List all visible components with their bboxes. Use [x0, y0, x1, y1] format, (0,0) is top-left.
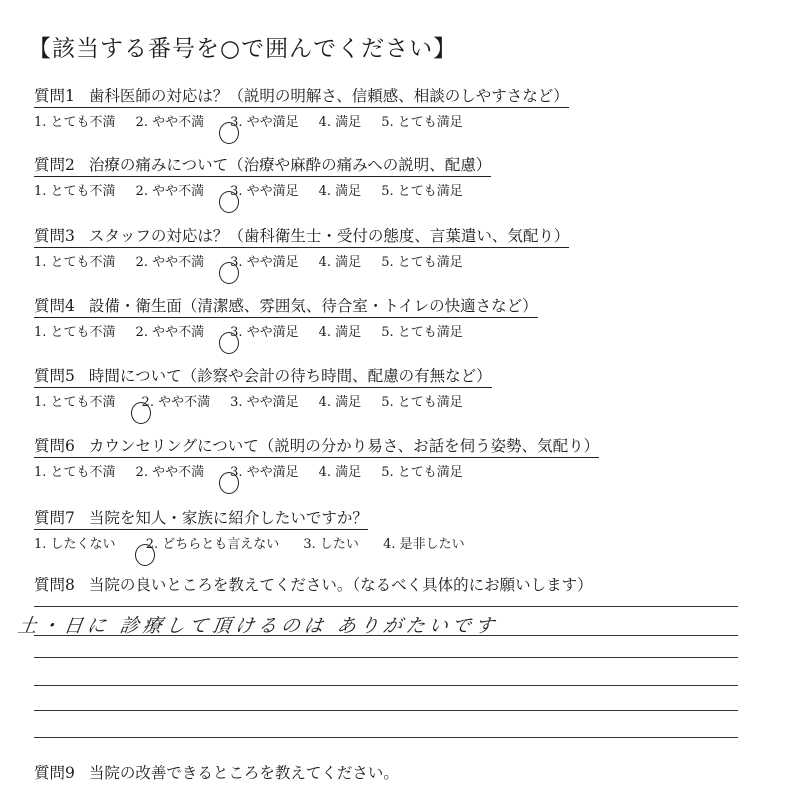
question-4-text: 設備・衛生面（清潔感、雰囲気、待合室・トイレの快適さなど）: [88, 297, 538, 315]
question-1-number: 質問1: [34, 87, 75, 105]
question-8-text: 当院の良いところを教えてください。（なるべく具体的にお願いします）: [88, 576, 593, 594]
q2-option-2[interactable]: 2. やや不満: [135, 184, 205, 199]
q3-option-4[interactable]: 4. 満足: [318, 255, 362, 270]
question-6-text: カウンセリングについて（説明の分かり易さ、お話を伺う姿勢、気配り）: [88, 437, 600, 455]
answer-line: [34, 737, 738, 738]
question-9-number: 質問9: [34, 764, 75, 782]
question-3-options: [34, 251, 569, 270]
question-2-text: 治療の痛みについて（治療や麻酔の痛みへの説明、配慮）: [88, 156, 492, 174]
q5-option-1[interactable]: 1. とても不満: [34, 395, 116, 410]
question-1-options: [34, 111, 569, 130]
q7-option-3[interactable]: 3. したい: [303, 537, 359, 552]
question-8: [34, 573, 593, 595]
question-9-text: 当院の改善できるところを教えてください。: [88, 764, 399, 782]
q4-option-5[interactable]: 5. とても満足: [381, 325, 463, 340]
answer-line: [34, 657, 738, 658]
q6-option-2[interactable]: 2. やや不満: [135, 465, 205, 480]
q3-option-2[interactable]: 2. やや不満: [135, 255, 205, 270]
q4-option-4[interactable]: 4. 満足: [318, 325, 362, 340]
selection-circle: [219, 191, 239, 213]
question-3: [34, 224, 569, 270]
q6-option-5[interactable]: 5. とても満足: [381, 465, 463, 480]
question-5-options: [34, 391, 492, 410]
question-5-number: 質問5: [34, 367, 75, 385]
answer-line: [34, 685, 738, 686]
question-4-title: [34, 294, 538, 318]
q2-option-3[interactable]: 3. やや満足: [224, 180, 299, 199]
q2-option-4[interactable]: 4. 満足: [318, 184, 362, 199]
question-4-number: 質問4: [34, 297, 75, 315]
question-2-title: [34, 153, 491, 177]
answer-line: [34, 606, 738, 607]
selection-circle: [219, 472, 239, 494]
q6-option-4[interactable]: 4. 満足: [318, 465, 362, 480]
question-2: [34, 153, 491, 199]
question-7-options: [34, 533, 485, 552]
question-9: [34, 761, 399, 783]
q1-option-3[interactable]: 3. やや満足: [224, 111, 299, 130]
question-3-text: スタッフの対応は？（歯科衛生士・受付の態度、言葉遣い、気配り）: [88, 227, 570, 245]
question-2-options: [34, 180, 491, 199]
q5-option-2[interactable]: 2. やや不満: [136, 391, 211, 410]
q7-option-2[interactable]: 2. どちらとも言えない: [140, 533, 280, 552]
question-3-number: 質問3: [34, 227, 75, 245]
question-5-title: [34, 364, 492, 388]
answer-line: [34, 710, 738, 711]
q3-option-3[interactable]: 3. やや満足: [224, 251, 299, 270]
q3-option-5[interactable]: 5. とても満足: [381, 255, 463, 270]
q1-option-4[interactable]: 4. 満足: [318, 115, 362, 130]
q4-option-1[interactable]: 1. とても不満: [34, 325, 116, 340]
q4-option-3[interactable]: 3. やや満足: [224, 321, 299, 340]
question-3-title: [34, 224, 569, 248]
q7-option-4[interactable]: 4. 是非したい: [383, 537, 465, 552]
q5-option-4[interactable]: 4. 満足: [318, 395, 362, 410]
question-4-options: [34, 321, 538, 340]
question-4: [34, 294, 538, 340]
q2-option-5[interactable]: 5. とても満足: [381, 184, 463, 199]
selection-circle: [219, 332, 239, 354]
selection-circle: [219, 262, 239, 284]
q7-option-1[interactable]: 1. したくない: [34, 537, 116, 552]
q5-option-5[interactable]: 5. とても満足: [381, 395, 463, 410]
selection-circle: [219, 122, 239, 144]
question-7-text: 当院を知人・家族に紹介したいですか？: [88, 509, 368, 527]
selection-circle: [135, 544, 155, 566]
question-2-number: 質問2: [34, 156, 75, 174]
instructions-header: 【該当する番号を○で囲んでください】: [28, 36, 458, 62]
q3-option-1[interactable]: 1. とても不満: [34, 255, 116, 270]
question-6-number: 質問6: [34, 437, 75, 455]
question-7-number: 質問7: [34, 509, 75, 527]
q5-option-3[interactable]: 3. やや満足: [230, 395, 299, 410]
question-1-text: 歯科医師の対応は？（説明の明解さ、信頼感、相談のしやすさなど）: [88, 87, 569, 105]
question-7: [34, 506, 485, 552]
question-6-options: [34, 461, 599, 480]
question-7-title: [34, 506, 368, 530]
q4-option-2[interactable]: 2. やや不満: [135, 325, 205, 340]
q1-option-1[interactable]: 1. とても不満: [34, 115, 116, 130]
question-5: [34, 364, 492, 410]
question-8-number: 質問8: [34, 576, 75, 594]
question-8-handwritten-answer[interactable]: 土・日に 診療して頂けるのは ありがたいです: [16, 615, 500, 637]
question-5-text: 時間について（診察や会計の待ち時間、配慮の有無など）: [88, 367, 492, 385]
selection-circle: [131, 402, 151, 424]
q6-option-1[interactable]: 1. とても不満: [34, 465, 116, 480]
question-6-title: [34, 434, 599, 458]
q2-option-1[interactable]: 1. とても不満: [34, 184, 116, 199]
question-6: [34, 434, 599, 480]
q6-option-3[interactable]: 3. やや満足: [224, 461, 299, 480]
question-1-title: [34, 84, 569, 108]
q1-option-5[interactable]: 5. とても満足: [381, 115, 463, 130]
q1-option-2[interactable]: 2. やや不満: [135, 115, 205, 130]
question-1: [34, 84, 569, 130]
